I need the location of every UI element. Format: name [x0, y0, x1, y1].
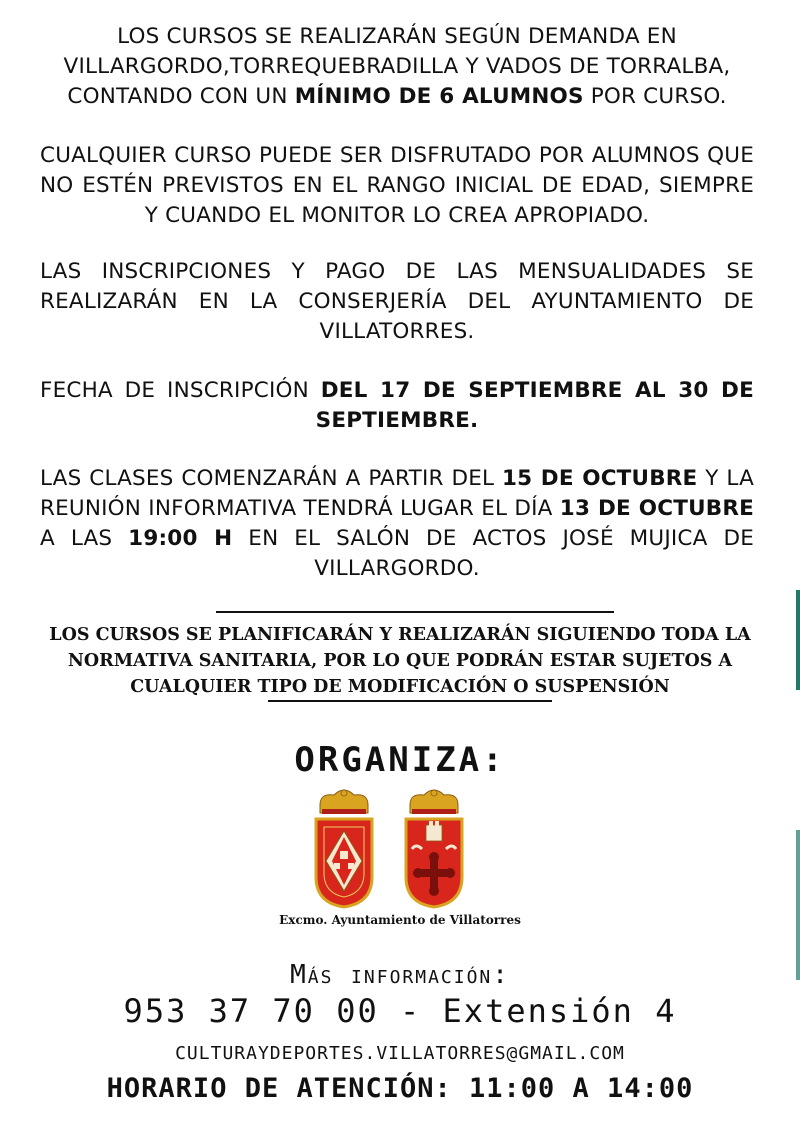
sanitary-notice: LOS CURSOS SE PLANIFICARÁN Y REALIZARÁN SIGUIENDO TODA LA NORMATIVA SANITARIA, POR LO QUE PODRÁN ESTAR SUJETOS A CUALQUIER TIPO DE MODIFICACIÓN O SUSPENSIÓN [49, 625, 751, 697]
phone-number: 953 37 70 00 - Extensión 4 [123, 992, 677, 1030]
paragraph-registration [40, 257, 754, 347]
divider-top [216, 611, 614, 613]
edge-stripe [796, 590, 800, 690]
organiza-heading: ORGANIZA: [294, 740, 506, 780]
divider-bottom [268, 700, 552, 702]
text: A LAS [40, 526, 129, 551]
text: LOS CURSOS SE REALIZARÁN SEGÚN DEMANDA EN VILLARGORDO,TORREQUEBRADILLA Y VADOS DE TORRALBA, CONTANDO CON UN [63, 24, 731, 109]
paragraph-classes-start [40, 464, 754, 584]
left-coat-of-arms-icon [316, 790, 372, 907]
text: LAS INSCRIPCIONES Y PAGO DE LAS MENSUALIDADES SE REALIZARÁN EN LA CONSERJERÍA DEL AYUNTAMIENTO DE VILLATORRES. [40, 259, 754, 344]
paragraph-registration-date [40, 376, 754, 436]
text: LAS CLASES COMENZARÁN A PARTIR DEL [40, 466, 503, 491]
email-address: CULTURAYDEPORTES.VILLATORRES@GMAIL.COM [175, 1043, 625, 1064]
text: Y LA REUNIÓN INFORMATIVA TENDRÁ LUGAR EL DÍA [40, 466, 754, 521]
text: FECHA DE INSCRIPCIÓN [40, 378, 321, 403]
edge-stripe [796, 830, 800, 980]
bold-text: 19:00 H [128, 526, 233, 551]
opening-hours: HORARIO DE ATENCIÓN: 11:00 A 14:00 [106, 1073, 694, 1104]
logo-caption: Excmo. Ayuntamiento de Villatorres [279, 913, 521, 927]
bold-text: 13 DE OCTUBRE [559, 496, 754, 521]
paragraph-locations [40, 22, 754, 112]
bold-text: DEL 17 DE SEPTIEMBRE AL 30 DE SEPTIEMBRE. [315, 378, 754, 433]
coat-of-arms-logos [310, 785, 490, 910]
paragraph-age-range [40, 141, 754, 231]
text: POR CURSO. [583, 84, 727, 109]
text: EN EL SALÓN DE ACTOS JOSÉ MUJICA DE VILLARGORDO. [232, 526, 754, 581]
text: CUALQUIER CURSO PUEDE SER DISFRUTADO POR ALUMNOS QUE NO ESTÉN PREVISTOS EN EL RANGO INICIAL DE EDAD, SIEMPRE Y CUANDO EL MONITOR LO CREA APROPIADO. [40, 143, 754, 228]
bold-text: 15 DE OCTUBRE [502, 466, 698, 491]
more-info-title: Más información: [290, 960, 510, 990]
right-coat-of-arms-icon [406, 790, 462, 907]
bold-text: MÍNIMO DE 6 ALUMNOS [294, 84, 584, 109]
